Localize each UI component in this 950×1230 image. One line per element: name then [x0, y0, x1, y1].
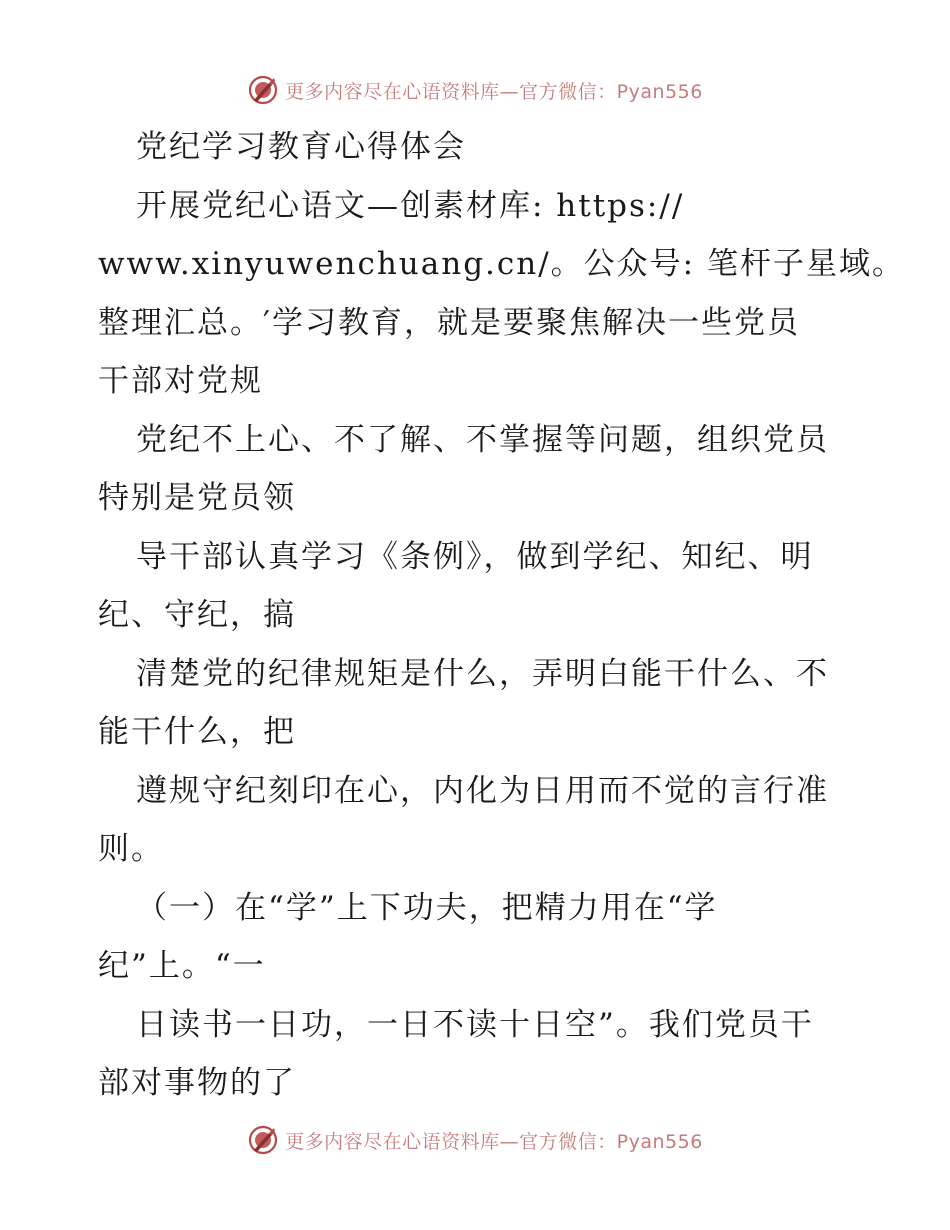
- text-line: www.xinyuwenchuang.cn/。公众号: 笔杆子星域。: [98, 246, 905, 282]
- quill-seal-logo-icon: [247, 74, 279, 106]
- text-line: 党纪学习教育心得体会: [136, 129, 466, 165]
- text-line: 能干什么，把: [98, 714, 296, 750]
- text-line: （一）在“学”上下功夫，把精力用在“学: [136, 889, 718, 926]
- text-line: 导干部认真学习《条例》，做到学纪、知纪、明: [136, 538, 814, 575]
- quill-seal-logo-icon: [247, 1124, 279, 1156]
- text-line: 开展党纪心语文—创素材库: https://: [136, 187, 685, 224]
- text-line: 遵规守纪刻印在心，内化为日用而不觉的言行准: [136, 772, 829, 809]
- text-line: 特别是党员领: [98, 480, 296, 516]
- header-banner: [0, 70, 950, 110]
- text-line: 纪”上。“一: [98, 948, 266, 984]
- text-line: 纪、守纪，搞: [98, 597, 296, 633]
- text-line: 日读书一日功，一日不读十日空”。我们党员干: [136, 1006, 814, 1043]
- text-line: 干部对党规: [98, 363, 263, 399]
- text-line: 整理汇总。′学习教育，就是要聚焦解决一些党员: [98, 304, 801, 341]
- text-line: 则。: [98, 831, 164, 867]
- text-line: 清楚党的纪律规矩是什么，弄明白能干什么、不: [136, 655, 829, 692]
- document-body: [98, 118, 905, 1113]
- banner-text: 更多内容尽在心语资料库—官方微信：Pyan556: [285, 80, 703, 103]
- text-line: 部对事物的了: [98, 1065, 296, 1101]
- footer-banner: [0, 1120, 950, 1160]
- text-line: 党纪不上心、不了解、不掌握等问题，组织党员: [136, 421, 829, 458]
- banner-text: 更多内容尽在心语资料库—官方微信：Pyan556: [285, 1130, 703, 1153]
